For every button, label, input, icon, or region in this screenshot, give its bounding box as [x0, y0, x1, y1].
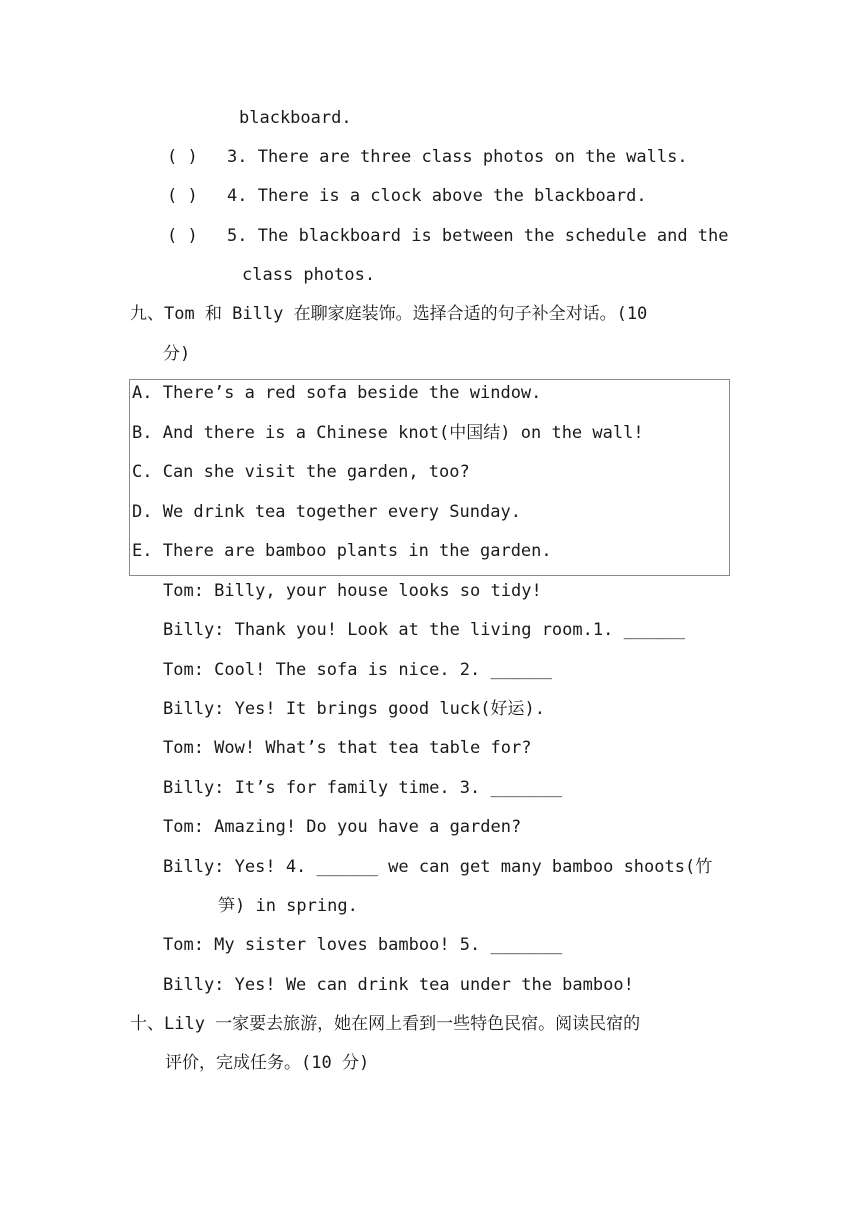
dialogue-line: Tom: Billy, your house looks so tidy!: [163, 581, 542, 601]
answer-bracket-5[interactable]: ( ): [167, 226, 198, 246]
statement-4: 4. There is a clock above the blackboard.: [227, 186, 647, 206]
dialogue-line: Billy: Thank you! Look at the living room.1. ______: [163, 620, 685, 640]
option-c: C. Can she visit the garden, too?: [132, 462, 470, 482]
section-10-heading: 十、Lily 一家要去旅游，她在网上看到一些特色民宿。阅读民宿的: [130, 1014, 641, 1034]
section-10-heading-cont: 评价，完成任务。(10 分): [165, 1053, 370, 1073]
statement-5-continuation: class photos.: [242, 265, 376, 285]
dialogue-line: Billy: Yes! 4. ______ we can get many bamboo shoots(竹: [163, 857, 713, 877]
section-9-heading: 九、Tom 和 Billy 在聊家庭装饰。选择合适的句子补全对话。(10: [130, 304, 648, 324]
dialogue-line-continuation: 笋) in spring.: [218, 896, 358, 916]
dialogue-line: Billy: Yes! It brings good luck(好运).: [163, 699, 545, 719]
item2-continuation: blackboard.: [239, 108, 352, 128]
answer-bracket-3[interactable]: ( ): [167, 147, 198, 167]
statement-5: 5. The blackboard is between the schedule and the: [227, 226, 729, 246]
option-d: D. We drink tea together every Sunday.: [132, 502, 521, 522]
dialogue-line: Billy: Yes! We can drink tea under the bamboo!: [163, 975, 634, 995]
dialogue-line: Tom: Wow! What’s that tea table for?: [163, 738, 532, 758]
answer-bracket-4[interactable]: ( ): [167, 186, 198, 206]
dialogue-line: Tom: My sister loves bamboo! 5. _______: [163, 935, 563, 955]
option-b: B. And there is a Chinese knot(中国结) on the wall!: [132, 423, 644, 443]
dialogue-line: Billy: It’s for family time. 3. _______: [163, 778, 563, 798]
statement-3: 3. There are three class photos on the walls.: [227, 147, 688, 167]
option-a: A. There’s a red sofa beside the window.: [132, 383, 542, 403]
dialogue-line: Tom: Amazing! Do you have a garden?: [163, 817, 522, 837]
section-9-heading-cont: 分): [163, 344, 191, 364]
dialogue-line: Tom: Cool! The sofa is nice. 2. ______: [163, 660, 552, 680]
option-e: E. There are bamboo plants in the garden.: [132, 541, 552, 561]
